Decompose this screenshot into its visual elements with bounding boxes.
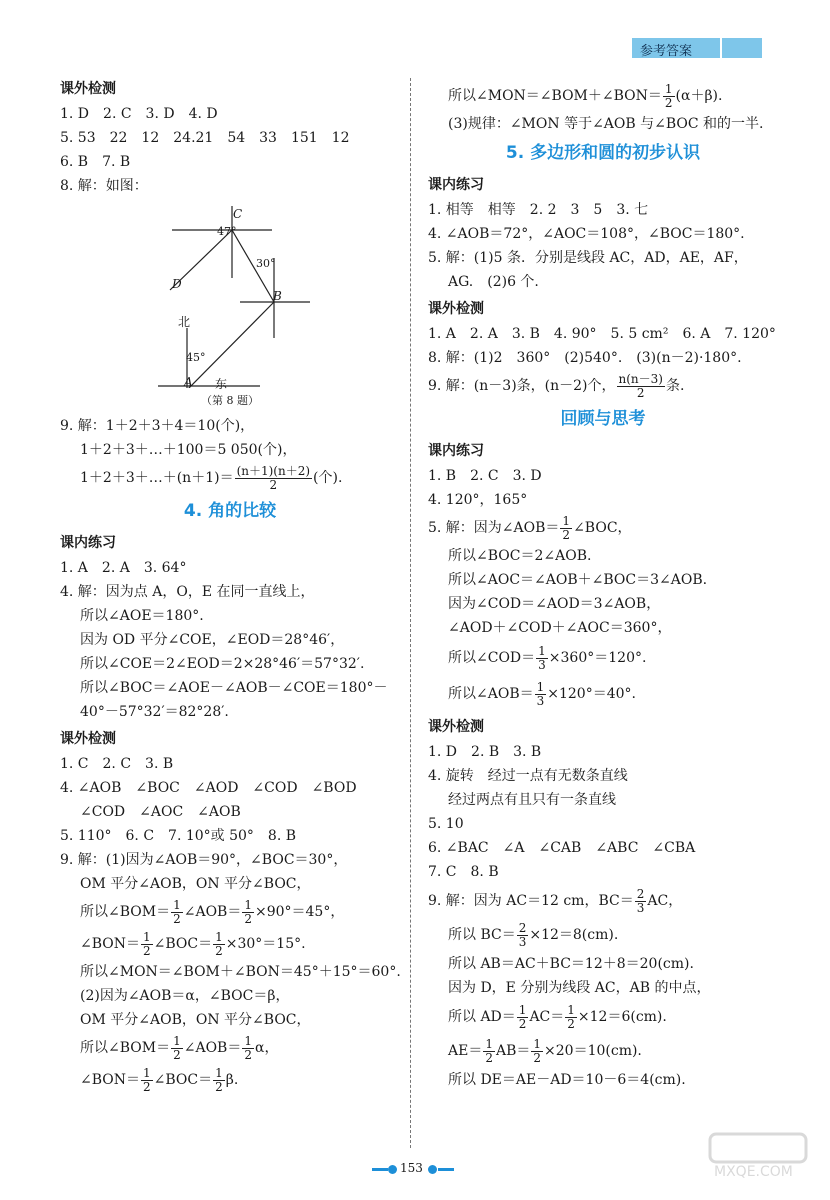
column-divider <box>410 78 411 1148</box>
answer-line: 1. D 2. C 3. D 4. D <box>60 106 218 122</box>
fraction: $\frac{1}{2}$ <box>567 1002 575 1031</box>
fraction: $\frac{1}{2}$ <box>518 1002 527 1031</box>
answer-line: 所以∠BOM＝ $\frac{1}{2}$ ∠AOB＝ $\frac{1}{2}$ α， <box>80 1033 279 1062</box>
answer-line: 40°－57°32′＝82°28′. <box>80 704 229 720</box>
section-title: 4. 角的比较 <box>183 501 277 521</box>
figure-8 <box>60 198 400 408</box>
figure-caption: （第 8 题） <box>201 394 259 407</box>
answer-line: 4. 解：因为点 A，O，E 在同一直线上， <box>60 584 315 600</box>
answer-line: 6. B 7. B <box>60 154 131 170</box>
section-heading: 课内练习 <box>428 177 484 193</box>
answer-line: 5. 110° 6. C 7. 10°或 50° 8. B <box>60 828 297 844</box>
section-heading: 课外检测 <box>60 81 116 97</box>
point-b-label: B <box>273 289 282 303</box>
fraction: $\frac{1}{2}$ <box>562 513 571 542</box>
page-footer <box>370 1158 460 1180</box>
answer-line: 5. 解：因为∠AOB＝ $\frac{1}{2}$ ∠BOC， <box>428 513 632 542</box>
fraction: $\frac{1}{2}$ <box>215 929 223 958</box>
answer-line: ∠AOD＋∠COD＋∠AOC＝360°， <box>448 620 672 636</box>
answer-line: ∠COD ∠AOC ∠AOB <box>80 804 241 820</box>
answer-line: AG. (2)6 个. <box>448 274 539 290</box>
fraction: $\frac{1}{2}$ <box>664 81 673 110</box>
fraction: $\frac{1}{2}$ <box>485 1036 493 1065</box>
answer-line: 9. 解：(1)因为∠AOB＝90°，∠BOC＝30°， <box>60 852 348 868</box>
answer-line: 因为∠COD＝∠AOD＝3∠AOB， <box>448 596 661 612</box>
fraction: $\frac{1}{2}$ <box>173 1033 181 1062</box>
answer-line: 4. ∠AOB＝72°，∠AOC＝108°，∠BOC＝180°. <box>428 226 745 242</box>
answer-line: 9. 解：因为 AC＝12 cm，BC＝ $\frac{2}{3}$ AC， <box>428 886 683 915</box>
answer-line: 所以∠BOM＝ $\frac{1}{2}$ ∠AOB＝ $\frac{1}{2}$ ×90°＝45°， <box>80 897 345 926</box>
answer-line: OM 平分∠AOB，ON 平分∠BOC， <box>80 1012 311 1028</box>
fraction: $\frac{1}{2}$ <box>143 1065 151 1094</box>
section-heading: 课内练习 <box>428 443 484 459</box>
fraction: $\frac{1}{2}$ <box>143 929 151 958</box>
point-a-label: A <box>184 375 193 389</box>
angle-45-label: 45° <box>186 351 206 364</box>
answer-line: 所以∠MON＝∠BOM＋∠BON＝ $\frac{1}{2}$ (α＋β). <box>448 81 723 110</box>
answer-line: 所以∠COD＝ $\frac{1}{3}$ ×360°＝120°. <box>448 643 647 672</box>
header-tab-label: 参考答案 <box>640 44 693 59</box>
answer-line: 9. 解：1＋2＋3＋4＝10(个)， <box>60 418 255 434</box>
answer-line: 5. 解：(1)5 条．分别是线段 AC，AD，AE，AF， <box>428 250 748 266</box>
fraction: $\frac{2}{3}$ <box>636 886 645 915</box>
header-tab <box>632 38 762 58</box>
answer-line: ∠BON＝ $\frac{1}{2}$ ∠BOC＝ $\frac{1}{2}$ β. <box>80 1065 239 1094</box>
fraction: $\frac{n(n-3)}{2}$ <box>618 371 663 400</box>
answer-line: 所以 AD＝ $\frac{1}{2}$ AC＝ $\frac{1}{2}$ ×12＝6(cm). <box>448 1002 667 1031</box>
answer-line: 所以∠AOB＝ $\frac{1}{3}$ ×120°＝40°. <box>448 679 636 708</box>
answer-line: 所以 BC＝ $\frac{2}{3}$ ×12＝8(cm). <box>448 920 619 949</box>
right-column <box>428 80 778 1092</box>
answer-line: 1. A 2. A 3. B 4. 90° 5. 5 cm² 6. A 7. 120° <box>428 326 776 342</box>
fraction: $\frac{2}{3}$ <box>518 920 527 949</box>
fraction: $\frac{1}{2}$ <box>173 897 181 926</box>
north-label: 北 <box>178 315 191 329</box>
answer-line: 6. ∠BAC ∠A ∠CAB ∠ABC ∠CBA <box>428 840 696 856</box>
answer-line: 1. A 2. A 3. 64° <box>60 560 187 576</box>
footer-decoration <box>438 1168 454 1171</box>
watermark-text: MXQE.COM <box>714 1164 793 1180</box>
answer-line: 所以 AB＝AC＋BC＝12＋8＝20(cm). <box>448 956 694 972</box>
answer-line: 所以∠AOE＝180°. <box>80 608 204 624</box>
footer-decoration <box>372 1168 388 1171</box>
answer-line: 9. 解：(n－3)条，(n－2)个， $\frac{n(n-3)}{2}$ 条. <box>428 371 685 400</box>
answer-line: OM 平分∠AOB，ON 平分∠BOC， <box>80 876 311 892</box>
fraction: $\frac{1}{3}$ <box>536 679 545 708</box>
answer-line: 1. 相等 相等 2. 2 3 5 3. 七 <box>428 202 649 218</box>
section-heading: 课外检测 <box>428 301 484 317</box>
east-label: 东 <box>215 377 228 391</box>
answer-line: AE＝ $\frac{1}{2}$ AB＝ $\frac{1}{2}$ ×20＝10(cm). <box>448 1036 642 1065</box>
answer-line: ∠BON＝ $\frac{1}{2}$ ∠BOC＝ $\frac{1}{2}$ ×30°＝15°. <box>80 929 306 958</box>
watermark <box>700 1130 820 1190</box>
footer-dot-icon <box>428 1165 437 1174</box>
section-heading: 课外检测 <box>60 731 116 747</box>
answer-line: 7. C 8. B <box>428 864 499 880</box>
point-c-label: C <box>233 207 243 221</box>
answer-line: 4. 旋转 经过一点有无数条直线 <box>428 768 628 784</box>
fraction: $\frac{1}{2}$ <box>533 1036 542 1065</box>
answer-line: 经过两点有且只有一条直线 <box>448 792 616 808</box>
section-heading: 课内练习 <box>60 535 116 551</box>
answer-line: 所以∠COE＝2∠EOD＝2×28°46′＝57°32′. <box>80 656 365 672</box>
section-heading: 课外检测 <box>428 719 484 735</box>
angle-47-label: 47° <box>217 225 237 238</box>
answer-line: 4. 120°，165° <box>428 492 528 508</box>
answer-line: 1＋2＋3＋…＋100＝5 050(个)， <box>80 442 297 458</box>
answer-line: 4. ∠AOB ∠BOC ∠AOD ∠COD ∠BOD <box>60 780 357 796</box>
left-column <box>60 74 400 1096</box>
fraction: $\frac{1}{2}$ <box>244 897 252 926</box>
answer-line: 5. 53 22 12 24.21 54 33 151 12 <box>60 130 350 146</box>
answer-line: (2)因为∠AOB＝α，∠BOC＝β， <box>80 988 290 1004</box>
answer-line: 5. 10 <box>428 816 464 832</box>
answer-line: 1. D 2. B 3. B <box>428 744 542 760</box>
fraction: $\frac{1}{3}$ <box>538 643 546 672</box>
answer-line: 所以 DE＝AE－AD＝10－6＝4(cm). <box>448 1072 686 1088</box>
answer-line: 8. 解：如图： <box>60 178 148 194</box>
angle-30-label: 30° <box>256 257 276 270</box>
answer-line: 所以∠AOC＝∠AOB＋∠BOC＝3∠AOB. <box>448 572 708 588</box>
answer-line: 所以∠BOC＝2∠AOB. <box>448 548 592 564</box>
section-title: 回顾与思考 <box>560 409 646 429</box>
answer-line: 8. 解：(1)2 360° (2)540°. (3)(n－2)·180°. <box>428 350 742 366</box>
section-title: 5. 多边形和圆的初步认识 <box>505 143 701 163</box>
answer-line: 因为 D，E 分别为线段 AC，AB 的中点， <box>448 980 711 996</box>
answer-line: 所以∠BOC＝∠AOE－∠AOB－∠COE＝180°－ <box>80 680 388 696</box>
answer-line: 1. B 2. C 3. D <box>428 468 542 484</box>
answer-line: 所以∠MON＝∠BOM＋∠BON＝45°＋15°＝60°. <box>80 964 401 980</box>
footer-dot-icon <box>388 1165 397 1174</box>
answer-line: (3)规律：∠MON 等于∠AOB 与∠BOC 和的一半. <box>448 116 764 132</box>
fraction: $\frac{(n+1)(n+2)}{2}$ <box>236 463 311 492</box>
answer-line: 因为 OD 平分∠COE，∠EOD＝28°46′， <box>80 632 345 648</box>
fraction: $\frac{1}{2}$ <box>215 1065 223 1094</box>
page-number: 153 <box>400 1161 423 1175</box>
answer-line: 1. C 2. C 3. B <box>60 756 174 772</box>
fraction: $\frac{1}{2}$ <box>244 1033 252 1062</box>
point-d-label: D <box>172 277 182 291</box>
answer-line: 1＋2＋3＋…＋(n＋1)＝ $\frac{(n+1)(n+2)}{2}$ (个). <box>80 463 343 492</box>
